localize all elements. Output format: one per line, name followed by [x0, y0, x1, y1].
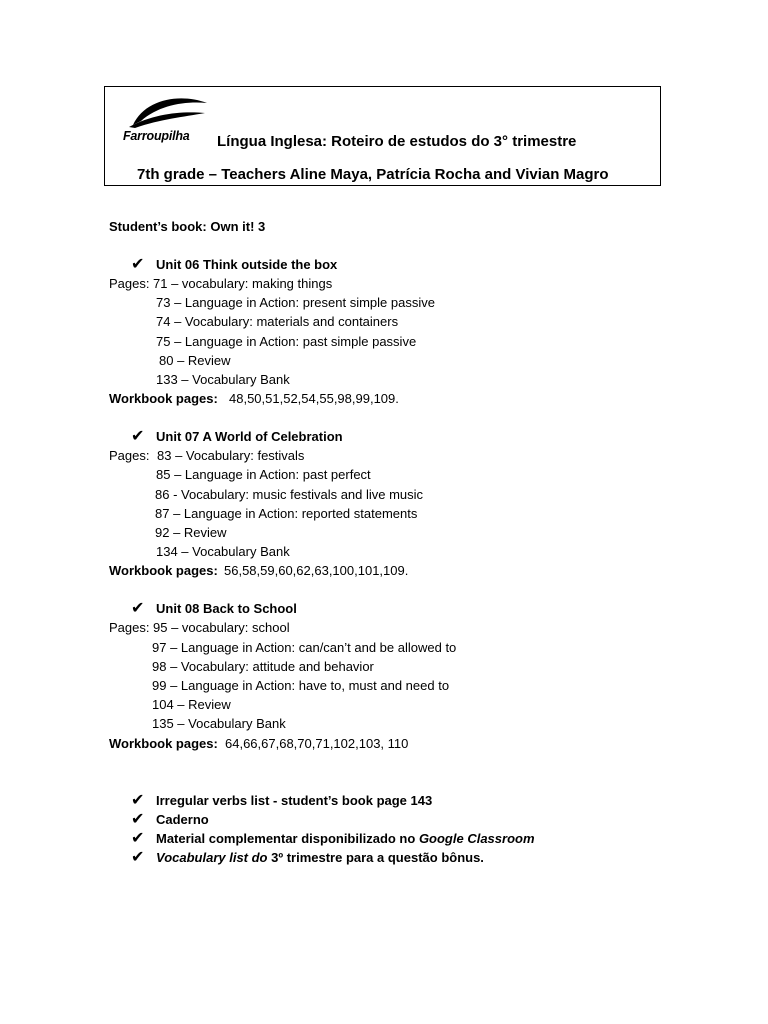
vocabulary-list-text: Vocabulary list do: [156, 850, 272, 865]
checkmark-icon: ✔: [131, 811, 145, 828]
vocabulary-list-item: [156, 850, 484, 866]
unit-07-workbook-label: Workbook pages:: [109, 563, 218, 578]
checkmark-icon: ✔: [131, 600, 145, 617]
checkmark-icon: ✔: [131, 849, 145, 866]
unit-07-page-item: 86 - Vocabulary: music festivals and live music: [155, 487, 424, 502]
unit-07-workbook-pages: 56,58,59,60,62,63,100,101,109.: [224, 563, 409, 578]
unit-08-page-item: 95 – vocabulary: school: [153, 620, 290, 635]
unit-06-page-item: 71 – vocabulary: making things: [153, 276, 333, 291]
unit-08-page-item: 104 – Review: [152, 697, 231, 712]
unit-06-page-item: 74 – Vocabulary: materials and containers: [156, 314, 399, 329]
caderno-item: Caderno: [156, 812, 209, 827]
unit-08-workbook-pages: 64,66,67,68,70,71,102,103, 110: [225, 736, 409, 751]
unit-08-page-item: 99 – Language in Action: have to, must and need to: [152, 678, 450, 693]
leaf-logo-icon: [125, 95, 209, 129]
trimestre-bonus-text: 3º trimestre para a questão bônus.: [271, 850, 484, 865]
unit-06-pages-label: Pages:: [109, 276, 150, 291]
material-complementar-text: Material complementar disponibilizado no: [156, 831, 419, 846]
checkmark-icon: ✔: [131, 428, 145, 445]
unit-06-page-item: 73 – Language in Action: present simple passive: [156, 295, 435, 310]
unit-08-page-item: 97 – Language in Action: can/can’t and be allowed to: [152, 640, 457, 655]
students-book-line: Student’s book: Own it! 3: [109, 219, 266, 234]
unit-07-page-item: 92 – Review: [155, 525, 227, 540]
checkmark-icon: ✔: [131, 830, 145, 847]
unit-06-page-item: 133 – Vocabulary Bank: [156, 372, 290, 387]
unit-06-workbook-label: Workbook pages:: [109, 391, 218, 406]
checkmark-icon: ✔: [131, 792, 145, 809]
google-classroom-text: Google Classroom: [418, 831, 535, 846]
unit-08-title: Unit 08 Back to School: [156, 601, 297, 616]
unit-08-page-item: 98 – Vocabulary: attitude and behavior: [152, 659, 374, 674]
unit-07-page-item: 85 – Language in Action: past perfect: [156, 467, 371, 482]
farroupilha-logo: [121, 95, 211, 149]
unit-06-page-item: 75 – Language in Action: past simple passive: [156, 334, 417, 349]
page-title: Língua Inglesa: Roteiro de estudos do 3° trimestre: [217, 133, 577, 150]
unit-07-page-item: 83 – Vocabulary: festivals: [157, 448, 305, 463]
unit-08-pages-label: Pages:: [109, 620, 150, 635]
checkmark-icon: ✔: [131, 256, 145, 273]
unit-06-title: Unit 06 Think outside the box: [156, 257, 338, 272]
unit-06-page-item: 80 – Review: [159, 353, 231, 368]
header-box: [104, 86, 661, 186]
unit-07-pages-label: Pages:: [109, 448, 150, 463]
irregular-verbs-item: Irregular verbs list - student’s book page 143: [156, 793, 433, 808]
material-complementar-item: [156, 831, 535, 847]
unit-06-workbook-pages: 48,50,51,52,54,55,98,99,109.: [229, 391, 399, 406]
unit-08-workbook-label: Workbook pages:: [109, 736, 218, 751]
page-subtitle: 7th grade – Teachers Aline Maya, Patrícia Rocha and Vivian Magro: [137, 166, 609, 183]
unit-07-title: Unit 07 A World of Celebration: [156, 429, 343, 444]
unit-08-page-item: 135 – Vocabulary Bank: [152, 716, 286, 731]
unit-07-page-item: 134 – Vocabulary Bank: [156, 544, 290, 559]
logo-text: Farroupilha: [123, 129, 190, 143]
unit-07-page-item: 87 – Language in Action: reported statements: [155, 506, 418, 521]
